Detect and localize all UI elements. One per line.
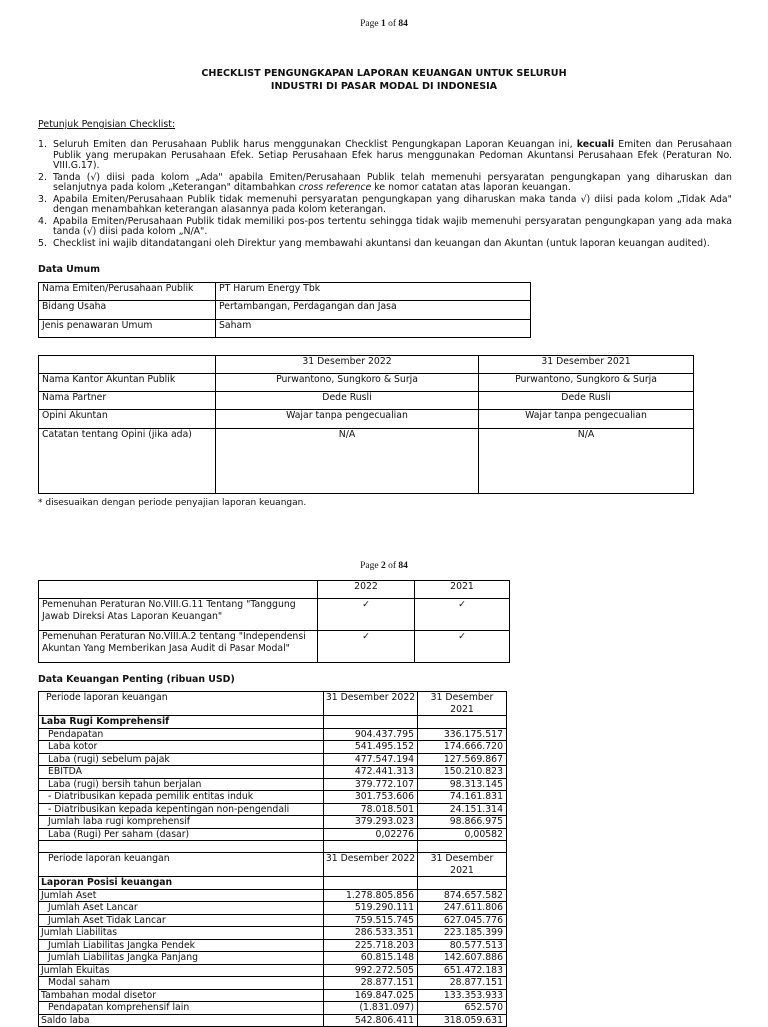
row-label: Periode laporan keuangan bbox=[39, 692, 324, 716]
value-2022 bbox=[324, 716, 418, 729]
row-label: EBITDA bbox=[39, 766, 324, 779]
table-row: Catatan tentang Opini (jika ada) N/A N/A bbox=[39, 429, 694, 494]
table-row bbox=[39, 728, 507, 741]
table-row bbox=[39, 828, 507, 841]
value-2021: 98.866.975 bbox=[418, 816, 507, 829]
table-row bbox=[39, 692, 507, 716]
table-row bbox=[39, 816, 507, 829]
page-number: Page 2 of 84 bbox=[360, 561, 408, 571]
table-row bbox=[39, 952, 507, 965]
value-2021: 150.210.823 bbox=[418, 766, 507, 779]
row-label: Tambahan modal disetor bbox=[39, 989, 324, 1002]
auditor-footnote: * disesuaikan dengan periode penyajian laporan keuangan. bbox=[38, 498, 307, 508]
financial-table bbox=[38, 691, 507, 1027]
instructions-heading: Petunjuk Pengisian Checklist: bbox=[38, 119, 176, 130]
value-2021: 28.877.151 bbox=[418, 977, 507, 990]
row-label: Laba (rugi) sebelum pajak bbox=[39, 753, 324, 766]
row-label: Pendapatan komprehensif lain bbox=[39, 1002, 324, 1015]
instructions-list bbox=[38, 140, 732, 250]
row-label: Laba kotor bbox=[39, 741, 324, 754]
row-label: Pendapatan bbox=[39, 728, 324, 741]
value-2022: 1.278.805.856 bbox=[324, 889, 418, 902]
table-row: Nama Kantor Akuntan Publik Purwantono, Sungkoro & Surja Purwantono, Sungkoro & Surja bbox=[39, 374, 694, 392]
value-2022: 31 Desember 2022 bbox=[324, 853, 418, 877]
value-2022: 379.772.107 bbox=[324, 778, 418, 791]
table-row bbox=[39, 766, 507, 779]
value-2021 bbox=[418, 877, 507, 890]
value-2022: 0,02276 bbox=[324, 828, 418, 841]
table-row bbox=[39, 877, 507, 890]
value-2021: 318.059.631 bbox=[418, 1014, 507, 1027]
value-2021: 247.611.806 bbox=[418, 902, 507, 915]
table-row bbox=[39, 853, 507, 877]
value-2021: 223.185.399 bbox=[418, 927, 507, 940]
check-icon: ✓ bbox=[415, 631, 510, 663]
value-2021: 31 Desember 2021 bbox=[418, 692, 507, 716]
page-number: Page 1 of 84 bbox=[360, 19, 408, 29]
row-label: Jumlah Aset Lancar bbox=[39, 902, 324, 915]
row-label: Laba Rugi Komprehensif bbox=[39, 716, 324, 729]
value-2021: 874.657.582 bbox=[418, 889, 507, 902]
instruction-item: 1. Seluruh Emiten dan Perusahaan Publik harus menggunakan Checklist Pengungkapan Laporan Keuangan ini, kecuali Emiten dan Perusahaan Publik yang merupakan Perusahaan Efek. Setiap Perusahaan Efek harus menggunakan Pedoman Akuntansi Perusahaan Efek (Peraturan No. VIII.G.17). bbox=[38, 139, 733, 171]
row-label: Jumlah Liabilitas Jangka Panjang bbox=[39, 952, 324, 965]
row-label: Jumlah Aset bbox=[39, 889, 324, 902]
row-label: Periode laporan keuangan bbox=[39, 853, 324, 877]
table-row bbox=[39, 889, 507, 902]
table-row: 2022 2021 bbox=[39, 581, 510, 599]
row-label: Jumlah Aset Tidak Lancar bbox=[39, 914, 324, 927]
table-row bbox=[39, 753, 507, 766]
value-2022 bbox=[324, 841, 418, 853]
row-label: - Diatribusikan kepada kepentingan non-pengendali bbox=[39, 803, 324, 816]
value-2021: 627.045.776 bbox=[418, 914, 507, 927]
row-label: Jumlah Ekuitas bbox=[39, 964, 324, 977]
table-row bbox=[39, 902, 507, 915]
value-2022: 31 Desember 2022 bbox=[324, 692, 418, 716]
value-2021: 98.313.145 bbox=[418, 778, 507, 791]
table-row: Nama Emiten/Perusahaan Publik PT Harum Energy Tbk bbox=[39, 283, 531, 301]
check-icon: ✓ bbox=[318, 631, 415, 663]
table-row bbox=[39, 716, 507, 729]
value-2021: 142.607.886 bbox=[418, 952, 507, 965]
check-icon: ✓ bbox=[415, 599, 510, 631]
table-row: Opini Akuntan Wajar tanpa pengecualian Wajar tanpa pengecualian bbox=[39, 410, 694, 429]
value-2021: 133.353.933 bbox=[418, 989, 507, 1002]
row-label: - Diatribusikan kepada pemilik entitas induk bbox=[39, 791, 324, 804]
value-2021: 336.175.517 bbox=[418, 728, 507, 741]
value-2022: 904.437.795 bbox=[324, 728, 418, 741]
row-label bbox=[39, 841, 324, 853]
compliance-table bbox=[38, 580, 510, 663]
row-label: Saldo laba bbox=[39, 1014, 324, 1027]
table-row bbox=[39, 927, 507, 940]
value-2022: 28.877.151 bbox=[324, 977, 418, 990]
row-label: Laporan Posisi keuangan bbox=[39, 877, 324, 890]
value-2021: 24.151.314 bbox=[418, 803, 507, 816]
row-label: Jumlah Liabilitas Jangka Pendek bbox=[39, 939, 324, 952]
table-row: Bidang Usaha Pertambangan, Perdagangan dan Jasa bbox=[39, 301, 531, 320]
value-2021: 651.472.183 bbox=[418, 964, 507, 977]
table-row bbox=[39, 803, 507, 816]
table-row bbox=[39, 964, 507, 977]
value-2022 bbox=[324, 877, 418, 890]
value-2021: 0,00582 bbox=[418, 828, 507, 841]
value-2021: 80.577.513 bbox=[418, 939, 507, 952]
instruction-item: 3. Apabila Emiten/Perusahaan Publik tidak memenuhi persyaratan pengungkapan yang diharuskan maka tanda √) diisi pada kolom „Tidak Ada" dengan menambahkan keterangan alasannya pada kolom keterangan. bbox=[38, 193, 732, 215]
value-2022: 169.847.025 bbox=[324, 989, 418, 1002]
value-2022: 60.815.148 bbox=[324, 952, 418, 965]
table-row: Pemenuhan Peraturan No.VIII.A.2 tentang "Independensi Akuntan Yang Memberikan Jasa Audit di Pasar Modal" ✓ ✓ bbox=[39, 631, 510, 663]
value-2022: 759.515.745 bbox=[324, 914, 418, 927]
table-row bbox=[39, 989, 507, 1002]
value-2022: 225.718.203 bbox=[324, 939, 418, 952]
check-icon: ✓ bbox=[318, 599, 415, 631]
value-2021 bbox=[418, 716, 507, 729]
row-label: Modal saham bbox=[39, 977, 324, 990]
value-2022: 286.533.351 bbox=[324, 927, 418, 940]
table-row bbox=[39, 977, 507, 990]
value-2022: 992.272.505 bbox=[324, 964, 418, 977]
data-umum-heading: Data Umum bbox=[38, 264, 101, 275]
table-row: Pemenuhan Peraturan No.VIII.G.11 Tentang "Tanggung Jawab Direksi Atas Laporan Keuangan" ✓ ✓ bbox=[39, 599, 510, 631]
value-2022: 379.293.023 bbox=[324, 816, 418, 829]
data-umum-table bbox=[38, 282, 531, 338]
table-row bbox=[39, 791, 507, 804]
value-2022: 477.547.194 bbox=[324, 753, 418, 766]
document-title: CHECKLIST PENGUNGKAPAN LAPORAN KEUANGAN UNTUK SELURUH INDUSTRI DI PASAR MODAL DI INDONESIA bbox=[201, 68, 567, 92]
value-2022: (1.831.097) bbox=[324, 1002, 418, 1015]
table-row bbox=[39, 1014, 507, 1027]
table-row: 31 Desember 2022 31 Desember 2021 bbox=[39, 356, 694, 374]
row-label: Laba (rugi) bersih tahun berjalan bbox=[39, 778, 324, 791]
value-2021: 74.161.831 bbox=[418, 791, 507, 804]
row-label: Jumlah Liabilitas bbox=[39, 927, 324, 940]
value-2021: 31 Desember 2021 bbox=[418, 853, 507, 877]
value-2022: 472.441.313 bbox=[324, 766, 418, 779]
value-2022: 78.018.501 bbox=[324, 803, 418, 816]
value-2022: 542.806.411 bbox=[324, 1014, 418, 1027]
keuangan-heading: Data Keuangan Penting (ribuan USD) bbox=[38, 674, 235, 685]
instruction-item: 5. Checklist ini wajib ditandatangani oleh Direktur yang membawahi akuntansi dan keuangan dan Akuntan (untuk laporan keuangan audited). bbox=[38, 237, 710, 249]
value-2021: 127.569.867 bbox=[418, 753, 507, 766]
value-2022: 301.753.606 bbox=[324, 791, 418, 804]
value-2022: 541.495.152 bbox=[324, 741, 418, 754]
value-2021 bbox=[418, 841, 507, 853]
value-2021: 174.666.720 bbox=[418, 741, 507, 754]
value-2022: 519.290.111 bbox=[324, 902, 418, 915]
table-row bbox=[39, 841, 507, 853]
table-row bbox=[39, 939, 507, 952]
table-row: Nama Partner Dede Rusli Dede Rusli bbox=[39, 392, 694, 410]
auditor-table bbox=[38, 355, 694, 494]
table-row bbox=[39, 914, 507, 927]
value-2021: 652.570 bbox=[418, 1002, 507, 1015]
instruction-item: 2. Tanda (√) diisi pada kolom „Ada" apabila Emiten/Perusahaan Publik telah memenuhi persyaratan pengungkapan yang diharuskan dan selanjutnya pada kolom „Keterangan" ditambahkan cross reference ke nomor catatan atas laporan keuangan. bbox=[38, 171, 732, 193]
row-label: Jumlah laba rugi komprehensif bbox=[39, 816, 324, 829]
instruction-item: 4. Apabila Emiten/Perusahaan Publik tidak memiliki pos-pos tertentu sehingga tidak wajib memenuhi persyaratan pengungkapan yang ada maka tanda (√) diisi pada kolom „N/A". bbox=[38, 215, 732, 237]
table-row bbox=[39, 741, 507, 754]
table-row bbox=[39, 1002, 507, 1015]
table-row: Jenis penawaran Umum Saham bbox=[39, 320, 531, 338]
table-row bbox=[39, 778, 507, 791]
row-label: Laba (Rugi) Per saham (dasar) bbox=[39, 828, 324, 841]
